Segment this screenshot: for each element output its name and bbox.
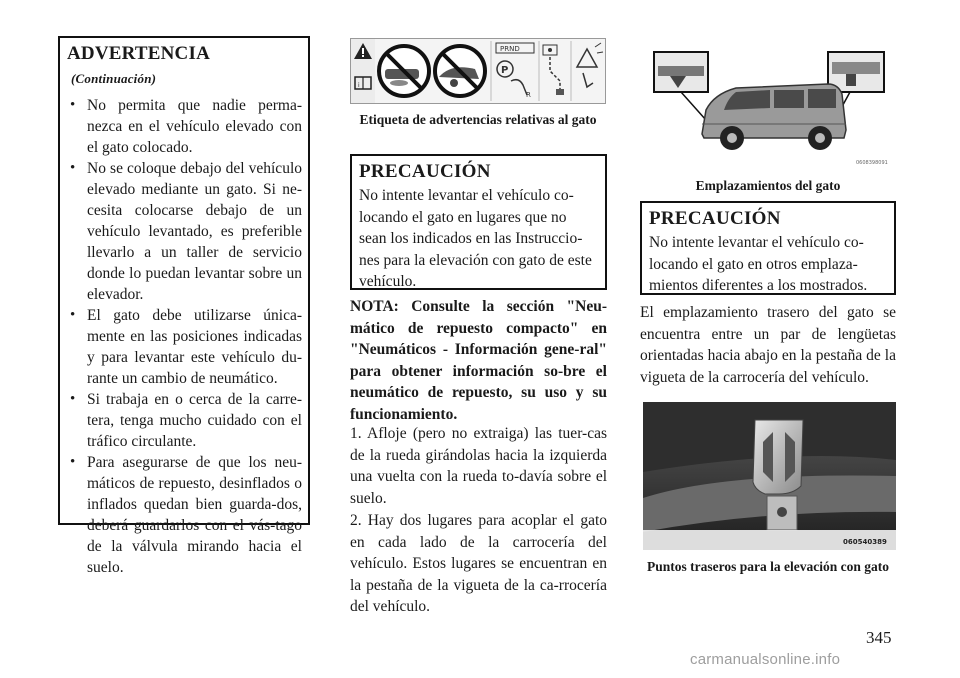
warning-item: • El gato debe utilizarse única-mente en las posiciones indicadas y para levantar este vehículo du-rante un cambio de neumático.: [67, 305, 302, 389]
label-caption: Etiqueta de advertencias relativas al gato: [359, 112, 597, 127]
jack-warning-label-image: [350, 38, 606, 104]
jack-locations-image: [640, 38, 896, 168]
step-1-paragraph: 1. Afloje (pero no extraiga) las tuer-cas de la rueda girándolas hacia la izquierda una vuelta con la rueda to-davía sobre el suelo.: [350, 425, 607, 507]
hazard-light-icon: [577, 43, 603, 87]
svg-text:i: i: [358, 82, 360, 89]
no-lift-people-icon: [435, 46, 485, 96]
caution-text: No intente levantar el vehículo co-locando el gato en otros emplaza-mientos diferentes a los mostrados.: [649, 234, 868, 294]
page-number: 345: [866, 628, 892, 647]
watermark[interactable]: carmanualsonline.info: [690, 651, 841, 668]
step-2-paragraph: 2. Hay dos lugares para acoplar el gato en cada lado de la carrocería del vehículo. Estos lugares se encuentran en la pestaña de la vigueta de la ca-rrocería del vehículo.: [350, 512, 607, 615]
no-crawl-under-icon: [379, 46, 429, 96]
park-gear-icon: [496, 43, 534, 99]
warning-item: • Si trabaja en o cerca de la carre-tera, tenga mucho cuidado con el tráfico circulante.: [67, 389, 302, 452]
svg-text:P: P: [501, 65, 509, 76]
warning-continuation: (Continuación): [71, 71, 157, 86]
caution-box-1: [350, 154, 607, 290]
van-image-code: 0608398091: [856, 160, 888, 166]
rear-image-code: 060540389: [843, 538, 887, 546]
caution-text: No intente levantar el vehículo co-locando el gato en lugares que no sean los indicados en las Instruccio-nes para la elevación con gato de este vehículo.: [359, 187, 592, 290]
warning-item: • No permita que nadie perma-nezca en el vehículo elevado con el gato colocado.: [67, 95, 302, 158]
note-paragraph: NOTA: Consulte la sección "Neu-mático de repuesto compacto" en "Neumáticos - Información gene-ral" para obtener información so-bre el neumático de repuesto, su uso y su funcionamiento.: [350, 298, 607, 423]
warning-item: • Para asegurarse de que los neu-máticos de repuesto, desinflados o inflados quedan bien guarda-dos, deberá guardarlos con el vás-tago de la válvula mirando hacia el suelo.: [67, 452, 302, 578]
van-caption: Emplazamientos del gato: [695, 178, 841, 193]
warning-box: [58, 36, 310, 576]
caution-box-2: [640, 201, 896, 295]
rear-jack-paragraph: El emplazamiento trasero del gato se encuentra entre un par de lengüetas orientadas hacia abajo en la pestaña de la vigueta de la carrocería del vehículo.: [640, 304, 896, 386]
rear-lift-points-photo: [643, 402, 896, 550]
warning-title: ADVERTENCIA: [67, 43, 209, 64]
minivan: [702, 84, 846, 150]
minivan-illustration: [640, 38, 896, 168]
jack-position-icon: [543, 45, 564, 95]
rear-caption: Puntos traseros para la elevación con gato: [647, 559, 889, 574]
svg-text:PRND: PRND: [500, 45, 520, 53]
caution-title: PRECAUCIÓN: [359, 161, 491, 182]
rear-lift-points-image: [643, 402, 896, 550]
caution-title: PRECAUCIÓN: [649, 208, 781, 229]
warning-list: [67, 95, 302, 578]
svg-text:R: R: [526, 91, 531, 99]
warning-heading: [67, 42, 302, 91]
warning-item: • No se coloque debajo del vehículo elevado mediante un gato. Si ne-cesita colocarse debajo de un vehículo levantado, es preferible llevarlo a un taller de servicio donde lo puedan levantar sobre un elevador.: [67, 158, 302, 305]
jack-warning-label-svg: [351, 39, 605, 103]
